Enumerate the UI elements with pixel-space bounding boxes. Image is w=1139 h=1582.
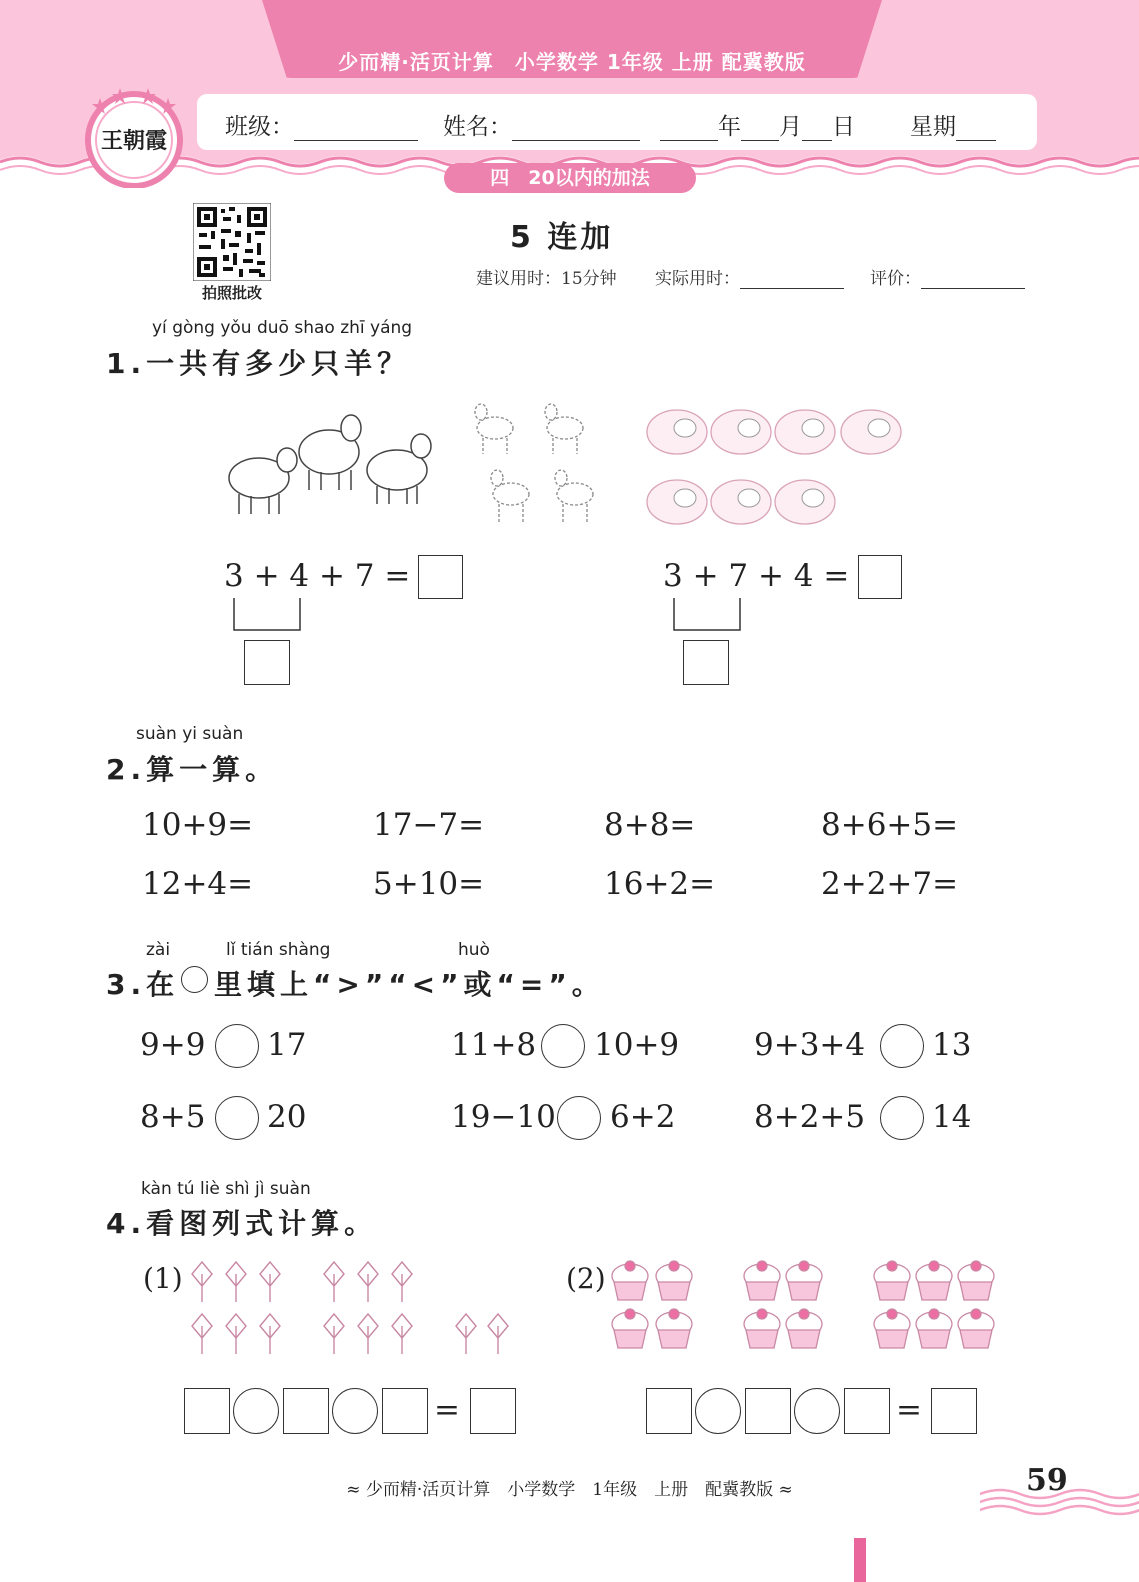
q3-left-expr: 9+9 — [140, 1027, 206, 1063]
weekday-field[interactable]: 星期 — [910, 108, 996, 141]
q1-equation-right: 3 + 7 + 4 = — [663, 558, 850, 594]
sheep-illustration — [225, 398, 915, 533]
cupcake-illustration — [610, 1258, 1002, 1358]
suggested-time: 建议用时：15分钟 — [476, 269, 617, 289]
class-field[interactable]: 班级： — [225, 108, 418, 141]
q4-1-number-box[interactable] — [382, 1388, 428, 1434]
q4-1-result-box[interactable] — [470, 1388, 516, 1434]
q2-pinyin: suàn yi suàn — [136, 724, 244, 744]
q1-equation-left: 3 + 4 + 7 = — [224, 558, 411, 594]
date-field[interactable]: 年 月 日 — [660, 108, 855, 141]
q3-right-expr: 14 — [932, 1099, 972, 1135]
q4-1-operator-circle[interactable] — [332, 1388, 378, 1434]
q4-2-number-box[interactable] — [745, 1388, 791, 1434]
q3-right-expr: 6+2 — [610, 1099, 676, 1135]
q1-answer-box-left[interactable] — [418, 555, 463, 599]
name-field[interactable]: 姓名： — [443, 108, 640, 141]
q2-item[interactable]: 8+6+5= — [821, 807, 959, 843]
q4-1-number-box[interactable] — [184, 1388, 230, 1434]
q2-item[interactable]: 12+4= — [142, 866, 254, 902]
q1-partial-box-right[interactable] — [683, 640, 729, 685]
q4-2-result-box[interactable] — [931, 1388, 977, 1434]
q3-left-expr: 8+2+5 — [754, 1099, 866, 1135]
q4-1-equals: = — [434, 1392, 460, 1428]
q3-compare-circle[interactable] — [557, 1096, 601, 1140]
q4-2-equals: = — [896, 1392, 922, 1428]
q3-left-expr: 8+5 — [140, 1099, 206, 1135]
q3-right-expr: 20 — [267, 1099, 307, 1135]
lesson-title: 5 连加 — [510, 220, 614, 255]
svg-text:王朝霞: 王朝霞 — [100, 128, 168, 154]
page-edge-marker — [854, 1538, 866, 1582]
q4-2-operator-circle[interactable] — [794, 1388, 840, 1434]
q2-item[interactable]: 2+2+7= — [821, 866, 959, 902]
q3-left-expr: 19−10 — [451, 1099, 556, 1135]
q3-circle-icon — [181, 966, 208, 993]
q1-answer-box-right[interactable] — [858, 555, 902, 599]
q2-item[interactable]: 10+9= — [142, 807, 254, 843]
logo-icon — [82, 84, 186, 188]
q3-compare-circle[interactable] — [215, 1024, 259, 1068]
q1-partial-box-left[interactable] — [244, 640, 290, 685]
page-number: 59 — [1026, 1463, 1068, 1498]
q4-title: 4.看图列式计算。 — [106, 1207, 378, 1240]
q1-bracket-left — [230, 598, 304, 634]
q3-compare-circle[interactable] — [880, 1096, 924, 1140]
q4-pinyin: kàn tú liè shì jì suàn — [141, 1179, 311, 1199]
q2-item[interactable]: 16+2= — [604, 866, 716, 902]
footer-text: ≈ 少而精·活页计算 小学数学 1年级 上册 配冀教版 ≈ — [346, 1480, 793, 1500]
pinwheel-illustration — [190, 1258, 520, 1362]
q3-pinyin: lǐ tián shàng — [226, 940, 331, 960]
q3-right-expr: 10+9 — [594, 1027, 680, 1063]
q3-compare-circle[interactable] — [541, 1024, 585, 1068]
footer-wave-decoration — [980, 1486, 1139, 1516]
q4-1-number-box[interactable] — [283, 1388, 329, 1434]
series-title: 少而精·活页计算 小学数学 1年级 上册 配冀教版 — [338, 50, 806, 74]
q3-title-start: 3.在 — [106, 968, 180, 1001]
q4-2-number-box[interactable] — [844, 1388, 890, 1434]
q3-left-expr: 11+8 — [451, 1027, 537, 1063]
q2-title: 2.算一算。 — [106, 753, 279, 786]
q4-2-operator-circle[interactable] — [695, 1388, 741, 1434]
q2-item[interactable]: 8+8= — [604, 807, 696, 843]
qr-label: 拍照批改 — [201, 284, 262, 302]
q3-compare-circle[interactable] — [215, 1096, 259, 1140]
q4-part2-label: (2) — [566, 1262, 606, 1295]
q3-pinyin: huò — [458, 940, 490, 960]
q3-title-end: 里填上“>”“<”或“=”。 — [214, 968, 605, 1001]
q3-compare-circle[interactable] — [880, 1024, 924, 1068]
q4-1-operator-circle[interactable] — [233, 1388, 279, 1434]
q1-pinyin: yí gòng yǒu duō shao zhī yáng — [152, 318, 413, 338]
unit-label: 四 20以内的加法 — [444, 163, 696, 193]
q4-2-number-box[interactable] — [646, 1388, 692, 1434]
q3-pinyin: zài — [146, 940, 171, 960]
q3-right-expr: 17 — [267, 1027, 307, 1063]
actual-time-field[interactable]: 实际用时： — [655, 264, 844, 289]
q3-right-expr: 13 — [932, 1027, 972, 1063]
q1-bracket-right — [670, 598, 744, 634]
q2-item[interactable]: 5+10= — [373, 866, 485, 902]
q4-part1-label: (1) — [143, 1262, 183, 1295]
q2-item[interactable]: 17−7= — [373, 807, 485, 843]
rating-field[interactable]: 评价： — [870, 264, 1025, 289]
qr-code-icon[interactable] — [193, 203, 271, 281]
q1-title: 1.一共有多少只羊？ — [106, 347, 411, 380]
q3-left-expr: 9+3+4 — [754, 1027, 866, 1063]
